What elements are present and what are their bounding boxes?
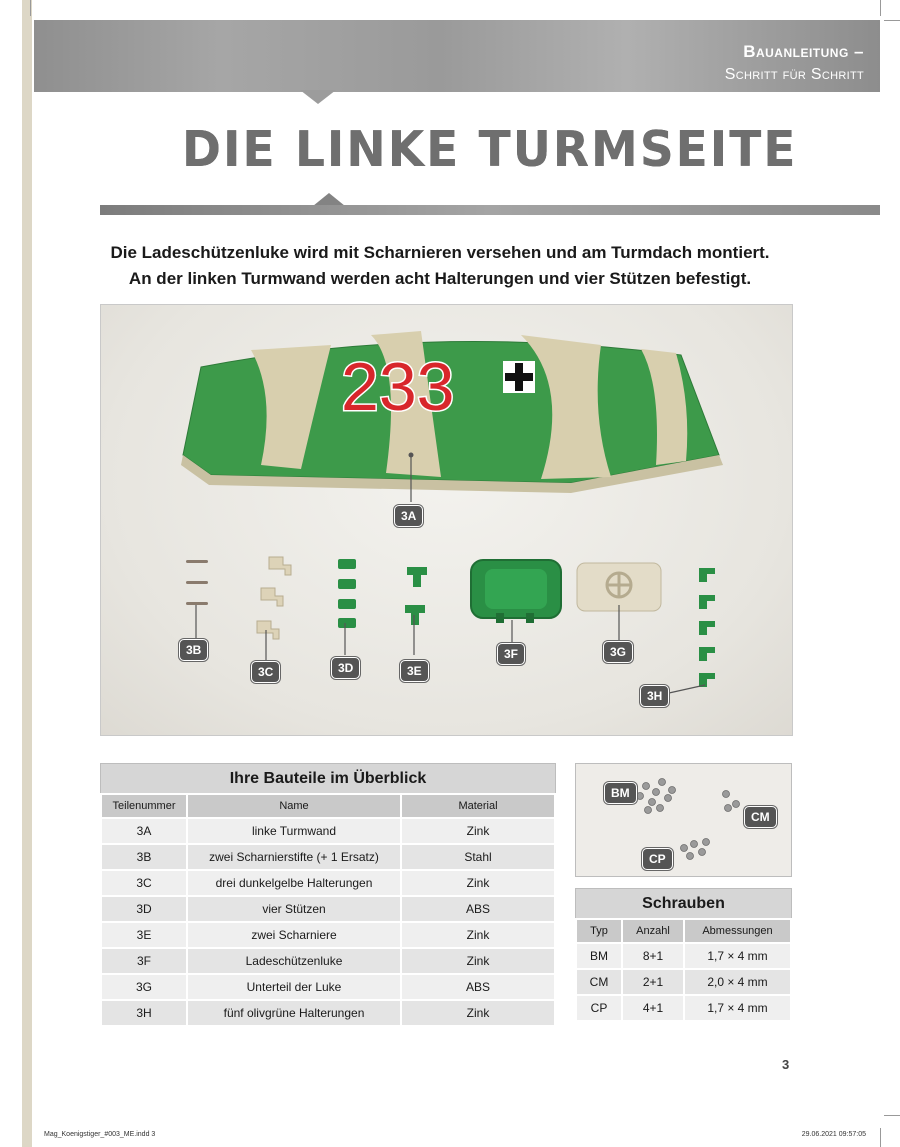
label-3f: 3F xyxy=(497,643,525,665)
crop-mark xyxy=(880,0,881,16)
intro-line2: An der linken Turmwand werden acht Halterungen und vier Stützen befestigt. xyxy=(128,269,752,288)
crop-mark xyxy=(30,0,31,16)
screw-type: CM xyxy=(576,969,622,995)
screw-label-bm: BM xyxy=(604,782,637,804)
screw-label-cm: CM xyxy=(744,806,777,828)
part-material: Zink xyxy=(401,948,555,974)
page-title: DIE LINKE TURMSEITE xyxy=(182,120,798,179)
brackets-3h xyxy=(699,568,715,687)
page-number: 3 xyxy=(782,1057,790,1072)
label-3g: 3G xyxy=(603,641,633,663)
header-notch xyxy=(300,90,336,104)
part-number: 3E xyxy=(101,922,187,948)
header-abmessungen: Abmessungen xyxy=(684,919,791,943)
hinge-pins-3b xyxy=(186,560,208,605)
table-row xyxy=(101,896,555,922)
part-number: 3A xyxy=(101,818,187,844)
series-title-line1: Bauanleitung – xyxy=(743,42,864,61)
label-3c: 3C xyxy=(251,661,280,683)
page-spine xyxy=(22,0,32,1147)
part-name: drei dunkelgelbe Halterungen xyxy=(187,870,401,896)
table-row xyxy=(101,948,555,974)
screw-count: 4+1 xyxy=(622,995,684,1021)
screw-icon-group-cp xyxy=(681,839,710,860)
label-3d: 3D xyxy=(331,657,360,679)
part-name: zwei Scharniere xyxy=(187,922,401,948)
screw-table-title: Schrauben xyxy=(575,888,792,918)
table-row xyxy=(101,974,555,1000)
hatch-base-3g xyxy=(577,563,661,611)
screw-table xyxy=(575,888,792,1022)
label-3e: 3E xyxy=(400,660,429,682)
table-row xyxy=(101,818,555,844)
part-number: 3C xyxy=(101,870,187,896)
part-name: fünf olivgrüne Halterungen xyxy=(187,1000,401,1026)
part-name: Unterteil der Luke xyxy=(187,974,401,1000)
screw-icon-group-bm xyxy=(637,779,676,814)
parts-table-title: Ihre Bauteile im Überblick xyxy=(100,763,556,793)
label-3b: 3B xyxy=(179,639,208,661)
parts-table-header xyxy=(101,794,555,818)
part-material: ABS xyxy=(401,896,555,922)
crop-mark xyxy=(880,1128,881,1147)
parts-table xyxy=(100,763,556,1027)
slug-filename: Mag_Koenigstiger_#003_ME.indd 3 xyxy=(44,1131,156,1138)
balkenkreuz-icon xyxy=(503,361,535,393)
screw-dimensions: 1,7 × 4 mm xyxy=(684,995,791,1021)
table-row xyxy=(101,922,555,948)
supports-3d xyxy=(338,559,356,628)
part-material: Zink xyxy=(401,818,555,844)
screw-type: BM xyxy=(576,943,622,969)
table-row xyxy=(576,995,791,1021)
parts-photo-illustration xyxy=(101,305,793,736)
header-name: Name xyxy=(187,794,401,818)
intro-text xyxy=(100,240,780,292)
screw-count: 8+1 xyxy=(622,943,684,969)
parts-photo xyxy=(100,304,793,736)
part-name: Ladeschützenluke xyxy=(187,948,401,974)
part-number: 3D xyxy=(101,896,187,922)
table-row xyxy=(576,969,791,995)
part-name: linke Turmwand xyxy=(187,818,401,844)
label-3a: 3A xyxy=(394,505,423,527)
part-name: zwei Scharnierstifte (+ 1 Ersatz) xyxy=(187,844,401,870)
part-name: vier Stützen xyxy=(187,896,401,922)
table-row xyxy=(101,844,555,870)
series-title-line2: Schritt für Schritt xyxy=(724,66,864,83)
table-row xyxy=(576,943,791,969)
title-bar xyxy=(100,205,880,215)
screw-table-header xyxy=(576,919,791,943)
turret-number: 233 xyxy=(341,349,455,425)
slug-timestamp: 29.06.2021 09:57:05 xyxy=(801,1131,866,1138)
hatch-3f xyxy=(471,560,561,623)
crop-mark xyxy=(884,20,900,21)
screw-count: 2+1 xyxy=(622,969,684,995)
part-material: ABS xyxy=(401,974,555,1000)
hinges-3e xyxy=(405,567,427,625)
screw-type: CP xyxy=(576,995,622,1021)
table-row xyxy=(101,1000,555,1026)
screw-icon-group-cm xyxy=(723,791,740,812)
part-material: Zink xyxy=(401,922,555,948)
crop-mark xyxy=(884,1115,900,1116)
screw-dimensions: 2,0 × 4 mm xyxy=(684,969,791,995)
screw-label-cp: CP xyxy=(642,848,673,870)
table-row xyxy=(101,870,555,896)
header-typ: Typ xyxy=(576,919,622,943)
screw-dimensions: 1,7 × 4 mm xyxy=(684,943,791,969)
label-3h: 3H xyxy=(640,685,669,707)
brackets-3c xyxy=(257,557,291,639)
screw-photo xyxy=(575,763,792,877)
series-title xyxy=(725,40,864,86)
intro-line1: Die Ladeschützenluke wird mit Scharnieren versehen und am Turmdach montiert. xyxy=(110,243,770,262)
part-number: 3F xyxy=(101,948,187,974)
part-material: Zink xyxy=(401,1000,555,1026)
part-material: Stahl xyxy=(401,844,555,870)
part-material: Zink xyxy=(401,870,555,896)
part-number: 3B xyxy=(101,844,187,870)
part-number: 3G xyxy=(101,974,187,1000)
part-number: 3H xyxy=(101,1000,187,1026)
header-anzahl: Anzahl xyxy=(622,919,684,943)
header-material: Material xyxy=(401,794,555,818)
header-teilenummer: Teilenummer xyxy=(101,794,187,818)
